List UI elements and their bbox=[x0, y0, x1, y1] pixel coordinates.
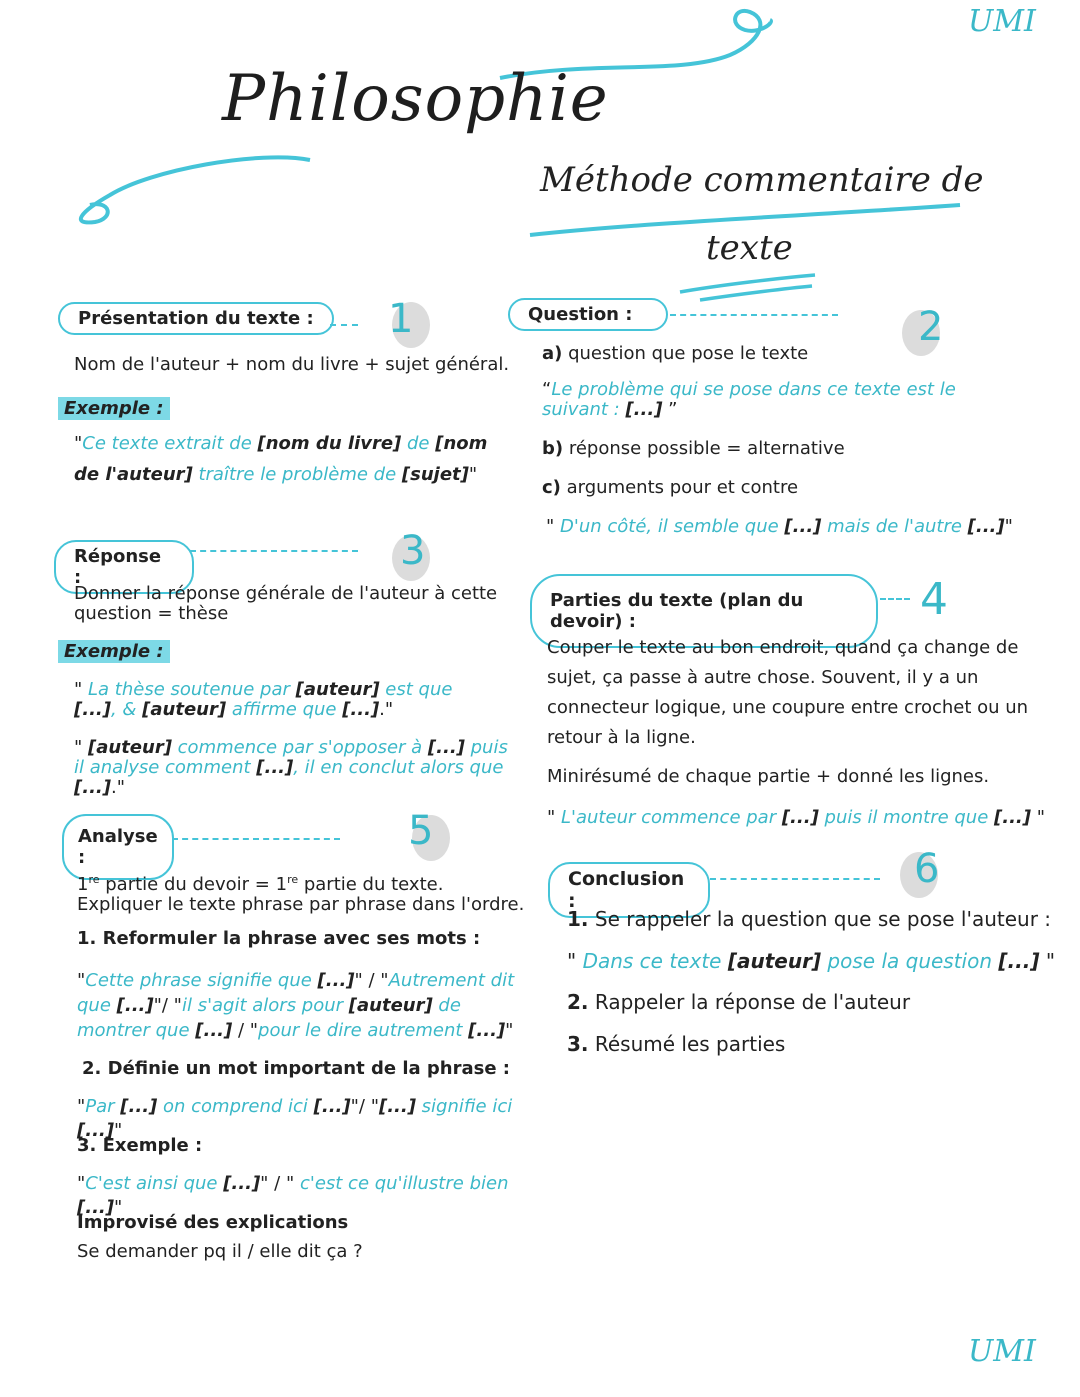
section1-example: "Ce texte extrait de [nom du livre] de [nom de l'auteur] traître le problème de [sujet]" bbox=[74, 433, 488, 485]
section5-heading2: 2. Définie un mot important de la phrase : bbox=[82, 1058, 511, 1079]
section5-heading3: 3. Exemple : bbox=[77, 1135, 203, 1156]
section6-label: Conclusion : bbox=[548, 862, 710, 918]
section4-quote: " L'auteur commence par [...] puis il montre que [...] " bbox=[547, 807, 1045, 828]
section6-item2: 2. Rappeler la réponse de l'auteur bbox=[567, 990, 911, 1014]
section5-quote1: "Cette phrase signifie que [...]" / "Autrement dit que [...]"/ "il s'agit alors pour [auteur] de montrer que [...] / "pour le dire autrement [...]" bbox=[77, 970, 515, 1041]
texte-underline bbox=[680, 275, 815, 300]
section2-number: 2 bbox=[918, 304, 944, 350]
section5-heading4: Improvisé des explications bbox=[77, 1212, 349, 1233]
section3-example-label: Exemple : bbox=[58, 640, 170, 663]
left-swirl bbox=[81, 157, 310, 222]
section6-quote: " Dans ce texte [auteur] pose la question [...] " bbox=[567, 949, 1056, 973]
section4-dash bbox=[880, 598, 910, 600]
section5-label: Analyse : bbox=[62, 814, 174, 880]
section4-text2: Minirésumé de chaque partie + donné les lignes. bbox=[547, 766, 990, 787]
section3-text: Donner la réponse générale de l'auteur à cette question = thèse bbox=[74, 583, 498, 624]
subtitle-line2: texte bbox=[706, 228, 793, 268]
page-title: Philosophie bbox=[222, 62, 609, 136]
logo: UMI bbox=[968, 4, 1036, 39]
section5-quote2: "Par [...] on comprend ici [...]"/ "[...] signifie ici [...]" bbox=[77, 1096, 513, 1141]
section1-label: Présentation du texte : bbox=[58, 302, 334, 335]
section5-number: 5 bbox=[408, 808, 434, 854]
section5-heading1: 1. Reformuler la phrase avec ses mots : bbox=[77, 928, 481, 949]
section2-c-quote: " D'un côté, il semble que [...] mais de l'autre [...]" bbox=[546, 516, 1013, 537]
section1-number: 1 bbox=[388, 296, 414, 342]
section2-label: Question : bbox=[508, 298, 668, 331]
section5-quote3: "C'est ainsi que [...]" / " c'est ce qu'illustre bien [...]" bbox=[77, 1173, 509, 1218]
section1-text: Nom de l'auteur + nom du livre + sujet général. bbox=[74, 354, 510, 375]
section4-number: 4 bbox=[920, 574, 948, 625]
section1-example-label: Exemple : bbox=[58, 397, 170, 420]
section6-item1: 1. Se rappeler la question que se pose l'auteur : bbox=[567, 907, 1052, 931]
section3-number: 3 bbox=[400, 528, 426, 574]
section3-example1: " La thèse soutenue par [auteur] est que [...], & [auteur] affirme que [...]." bbox=[74, 679, 453, 720]
section5-intro: 1re partie du devoir = 1re partie du texte. Expliquer le texte phrase par phrase dans l'ordre. bbox=[77, 873, 525, 915]
section4-label: Parties du texte (plan du devoir) : bbox=[530, 574, 878, 648]
section1-dash bbox=[330, 324, 358, 326]
section2-b: b) réponse possible = alternative bbox=[542, 438, 845, 459]
section3-label: Réponse : bbox=[54, 540, 194, 594]
section2-a: a) question que pose le texte bbox=[542, 343, 809, 364]
subtitle-line1: Méthode commentaire de bbox=[540, 160, 984, 200]
section2-dash bbox=[670, 314, 838, 316]
section4-text1: Couper le texte au bon endroit, quand ça change de sujet, ça passe à autre chose. Souvent, il y a un connecteur logique, une coupure entre crochet ou un retour à la ligne. bbox=[547, 637, 1029, 748]
section3-example2: " [auteur] commence par s'opposer à [...] puis il analyse comment [...], il en conclut alors que [...]." bbox=[74, 737, 508, 798]
section3-dash bbox=[190, 550, 358, 552]
section5-dash bbox=[172, 838, 340, 840]
footer-logo: UMI bbox=[968, 1334, 1036, 1369]
section6-dash bbox=[710, 878, 880, 880]
section6-number: 6 bbox=[914, 846, 940, 892]
section5-text4: Se demander pq il / elle dit ça ? bbox=[77, 1241, 363, 1262]
section6-item3: 3. Résumé les parties bbox=[567, 1032, 786, 1056]
section2-c: c) arguments pour et contre bbox=[542, 477, 799, 498]
section2-a-quote: “Le problème qui se pose dans ce texte est le suivant : [...] ” bbox=[542, 379, 956, 420]
